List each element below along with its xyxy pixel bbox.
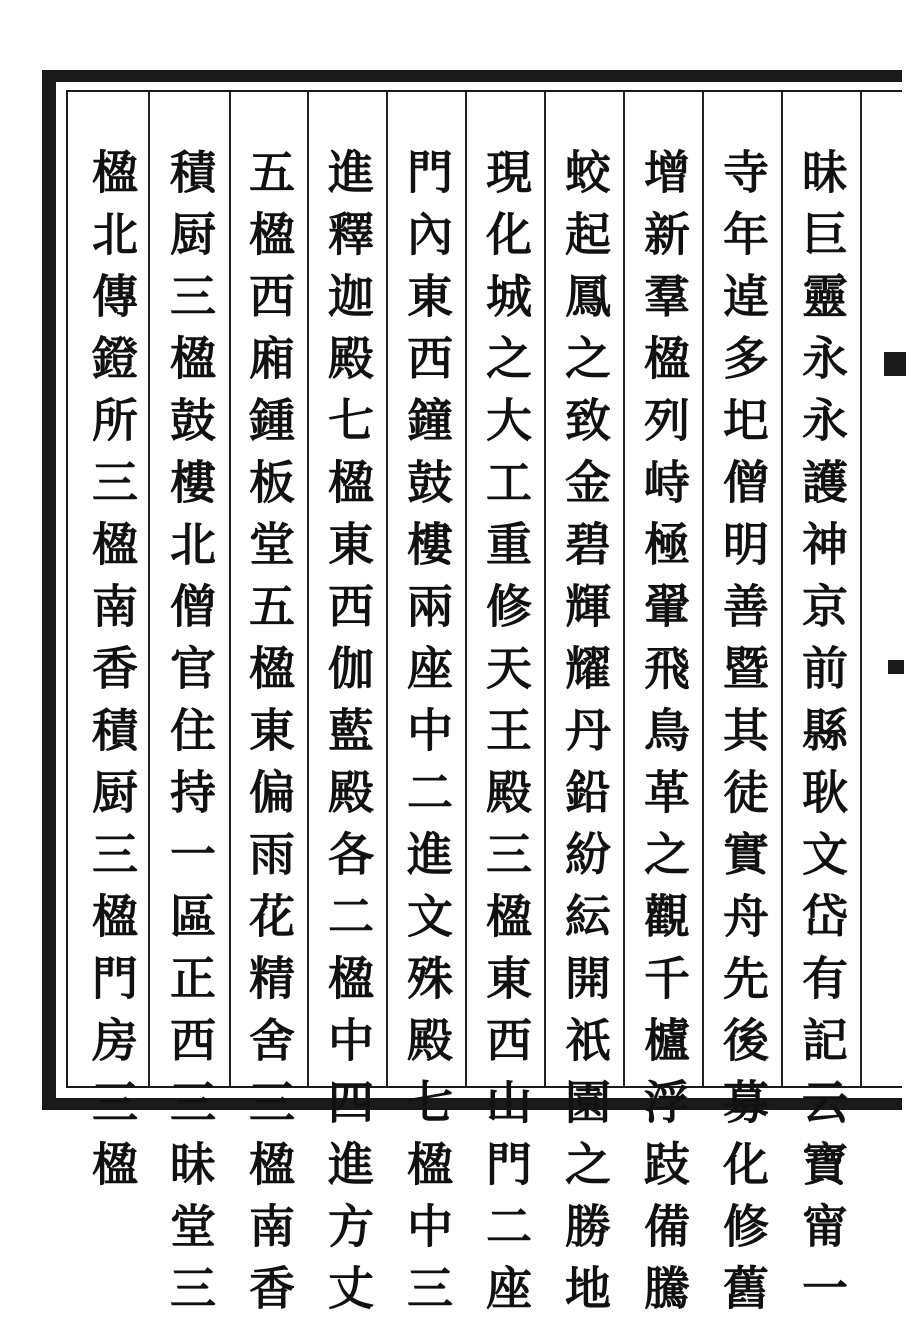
column-rule: [781, 92, 783, 1086]
column-rule: [623, 92, 625, 1086]
text-column-2: 寺年逴多圯僧明善暨其徒實舟先後募化修舊: [716, 148, 770, 1326]
column-rule: [544, 92, 546, 1086]
adjacent-page-mark: [888, 660, 904, 674]
column-rule: [229, 92, 231, 1086]
text-column-9: 積厨三楹鼓樓北僧官住持一區正西三昧堂三: [163, 148, 217, 1326]
column-rule: [465, 92, 467, 1086]
column-rule: [860, 92, 862, 1086]
text-column-5: 現化城之大工重修天王殿三楹東西山門二座: [479, 148, 533, 1326]
adjacent-page-mark: [884, 352, 906, 376]
text-column-8: 五楹西廂鍾板堂五楹東偏雨花精舍三楹南香: [242, 148, 296, 1326]
text-column-6: 門內東西鐘鼓樓兩座中二進文殊殿七楹中三: [400, 148, 454, 1326]
column-rule: [148, 92, 150, 1086]
column-rule: [386, 92, 388, 1086]
text-column-7: 進釋迦殿七楹東西伽藍殿各二楹中四進方丈: [321, 148, 375, 1326]
text-column-3: 增新羣楹列峙極翬飛鳥革之觀千櫨浮跂備騰: [637, 148, 691, 1326]
text-column-4: 蛟起鳳之致金碧輝耀丹鉛紛紜開祇園之勝地: [558, 148, 612, 1326]
column-rule: [307, 92, 309, 1086]
text-column-1: 昧巨靈永永護神京前縣耿文岱有記云寶甯一: [795, 148, 849, 1326]
column-rule: [702, 92, 704, 1086]
text-column-10: 楹北傳鐙所三楹南香積厨三楹門房三楹: [85, 148, 139, 1202]
